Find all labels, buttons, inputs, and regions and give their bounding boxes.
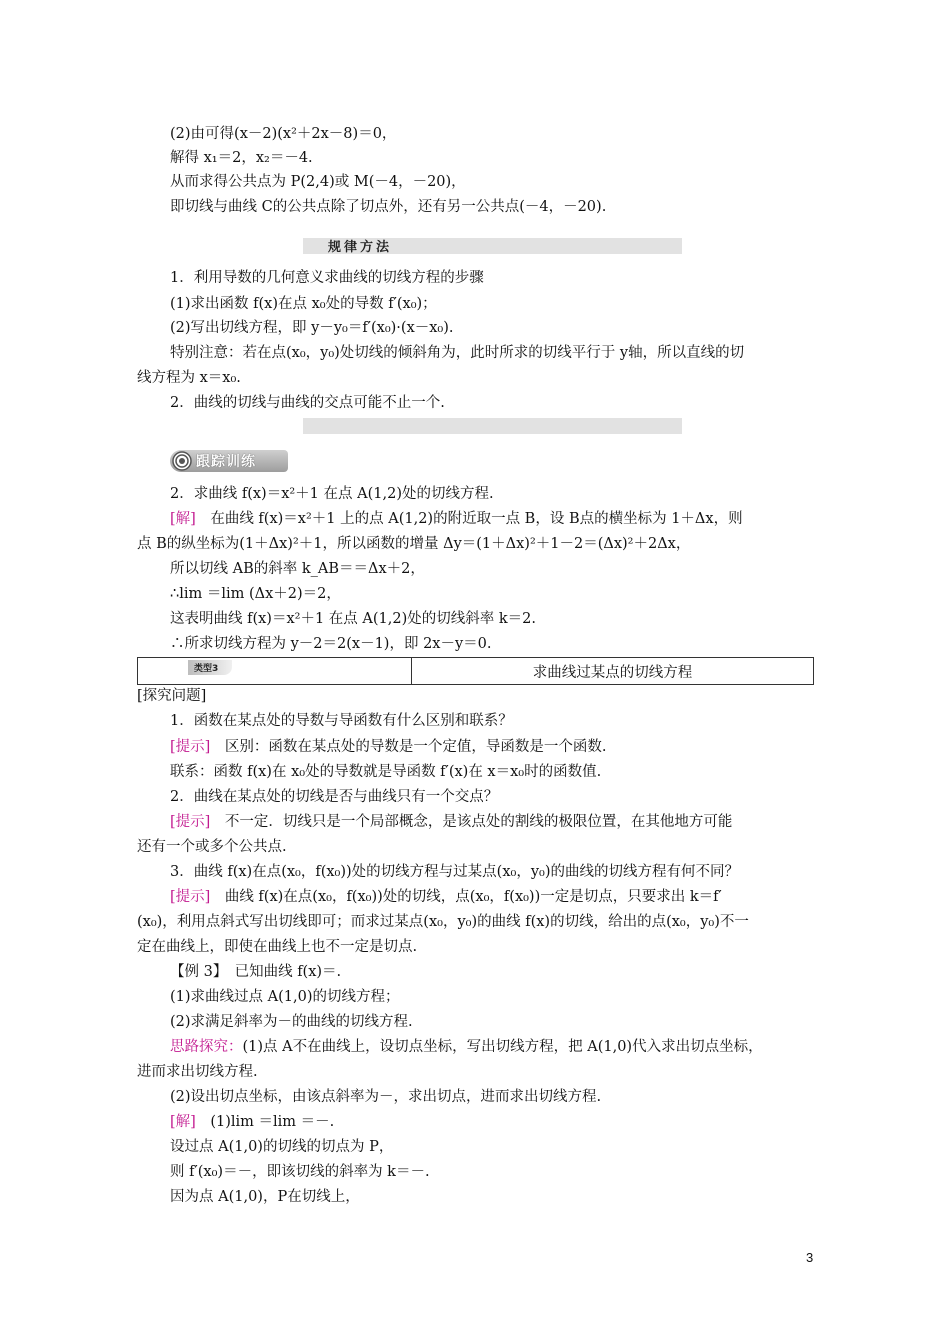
section-band-end	[303, 418, 682, 434]
text-line: 则 f′(x₀)＝－，即该切线的斜率为 k＝－.	[170, 1164, 430, 1180]
page-number: 3	[806, 1250, 814, 1265]
text-line: 从而求得公共点为 P(2,4)或 M(－4，－20)，	[170, 174, 466, 190]
text-line: 1．利用导数的几何意义求曲线的切线方程的步骤	[170, 270, 484, 286]
text-line: (2)写出切线方程，即 y－y₀＝f′(x₀)·(x－x₀).	[170, 320, 454, 336]
section-label-track	[170, 450, 288, 472]
text-line: 所以切线 AB的斜率 k_AB＝＝Δx＋2，	[170, 561, 425, 577]
type-tag: 类型3	[188, 660, 232, 675]
text-line: [提示] 曲线 f(x)在点(x₀，f(x₀))处的切线，点(x₀，f(x₀))一定是切点，只要求出 k＝f′	[170, 889, 722, 905]
text-line: [解] (1)lim ＝lim ＝－.	[170, 1114, 335, 1130]
text-line: (2)设出切点坐标，由该点斜率为－，求出切点，进而求出切线方程.	[170, 1089, 602, 1105]
type-header-box	[137, 657, 814, 685]
text-line: (1)求曲线过点 A(1,0)的切线方程；	[170, 989, 400, 1005]
text-line: 这表明曲线 f(x)＝x²＋1 在点 A(1,2)处的切线斜率 k＝2.	[170, 611, 536, 627]
text-line: (2)求满足斜率为－的曲线的切线方程.	[170, 1014, 413, 1030]
text-line: [提示] 区别：函数在某点处的导数是一个定值，导函数是一个函数.	[170, 739, 607, 755]
section-title-track: 跟踪训练	[196, 454, 256, 470]
section-title-rule: 规律方法	[328, 240, 393, 255]
text-line: 解得 x₁＝2，x₂＝－4.	[170, 150, 313, 166]
text-line: (2)由可得(x－2)(x²＋2x－8)＝0，	[170, 126, 397, 142]
text-line: [提示] 不一定．切线只是一个局部概念，是该点处的割线的极限位置，在其他地方可能	[170, 814, 733, 830]
answer-label: [解]	[170, 511, 196, 527]
hint-label: [提示]	[170, 814, 211, 830]
text-line: 进而求出切线方程.	[137, 1064, 258, 1080]
text-line: 设过点 A(1,0)的切线的切点为 P，	[170, 1139, 394, 1155]
text-line: ∴所求切线方程为 y－2＝2(x－1)，即 2x－y＝0.	[170, 636, 492, 652]
idea-label: 思路探究：	[170, 1039, 243, 1055]
text-line: [解] 在曲线 f(x)＝x²＋1 上的点 A(1,2)的附近取一点 B，设 B点的横坐标为 1＋Δx，则	[170, 511, 743, 527]
text-line: 即切线与曲线 C的公共点除了切点外，还有另一公共点(－4，－20).	[170, 199, 607, 215]
answer-label: [解]	[170, 1114, 196, 1130]
text-line: ∴lim ＝lim (Δx＋2)＝2，	[170, 586, 341, 602]
text-line: 线方程为 x＝x₀.	[137, 370, 241, 386]
text-line: 联系：函数 f(x)在 x₀处的导数就是导函数 f′(x)在 x＝x₀时的函数值.	[170, 764, 602, 780]
text-line: 思路探究：(1)点 A不在曲线上，设切点坐标，写出切线方程，把 A(1,0)代入求出切点坐标，	[170, 1039, 763, 1055]
text-line: 点 B的纵坐标为(1＋Δx)²＋1，所以函数的增量 Δy＝(1＋Δx)²＋1－2＝(Δx)²＋2Δx，	[137, 536, 691, 552]
text-line: (1)求出函数 f(x)在点 x₀处的导数 f′(x₀)；	[170, 296, 437, 312]
text-line: 1．函数在某点处的导数与导函数有什么区别和联系？	[170, 713, 513, 729]
text-line: 2．求曲线 f(x)＝x²＋1 在点 A(1,2)处的切线方程.	[170, 486, 494, 502]
hint-label: [提示]	[170, 739, 211, 755]
text-line: 2．曲线在某点处的切线是否与曲线只有一个交点？	[170, 789, 499, 805]
text-line: 3．曲线 f(x)在点(x₀，f(x₀))处的切线方程与过某点(x₀，y₀)的曲线的切线方程有何不同？	[170, 864, 739, 880]
target-icon	[172, 451, 192, 471]
text-line: [探究问题]	[137, 688, 207, 704]
text-line: 特别注意：若在点(x₀，y₀)处切线的倾斜角为，此时所求的切线平行于 y轴，所以直线的切	[170, 345, 745, 361]
hint-label: [提示]	[170, 889, 211, 905]
text-line: 【例 3】 已知曲线 f(x)＝.	[170, 964, 342, 980]
text-line: 因为点 A(1,0)，P在切线上，	[170, 1189, 360, 1205]
text-line: 2．曲线的切线与曲线的交点可能不止一个.	[170, 395, 445, 411]
text-line: 定在曲线上，即使在曲线上也不一定是切点.	[137, 939, 418, 955]
type-tag-cell	[138, 658, 412, 684]
type-title: 求曲线过某点的切线方程	[532, 664, 693, 681]
text-line: 还有一个或多个公共点.	[137, 839, 287, 855]
text-line: (x₀)，利用点斜式写出切线即可；而求过某点(x₀，y₀)的曲线 f(x)的切线，给出的点(x₀，y₀)不一	[137, 914, 749, 930]
